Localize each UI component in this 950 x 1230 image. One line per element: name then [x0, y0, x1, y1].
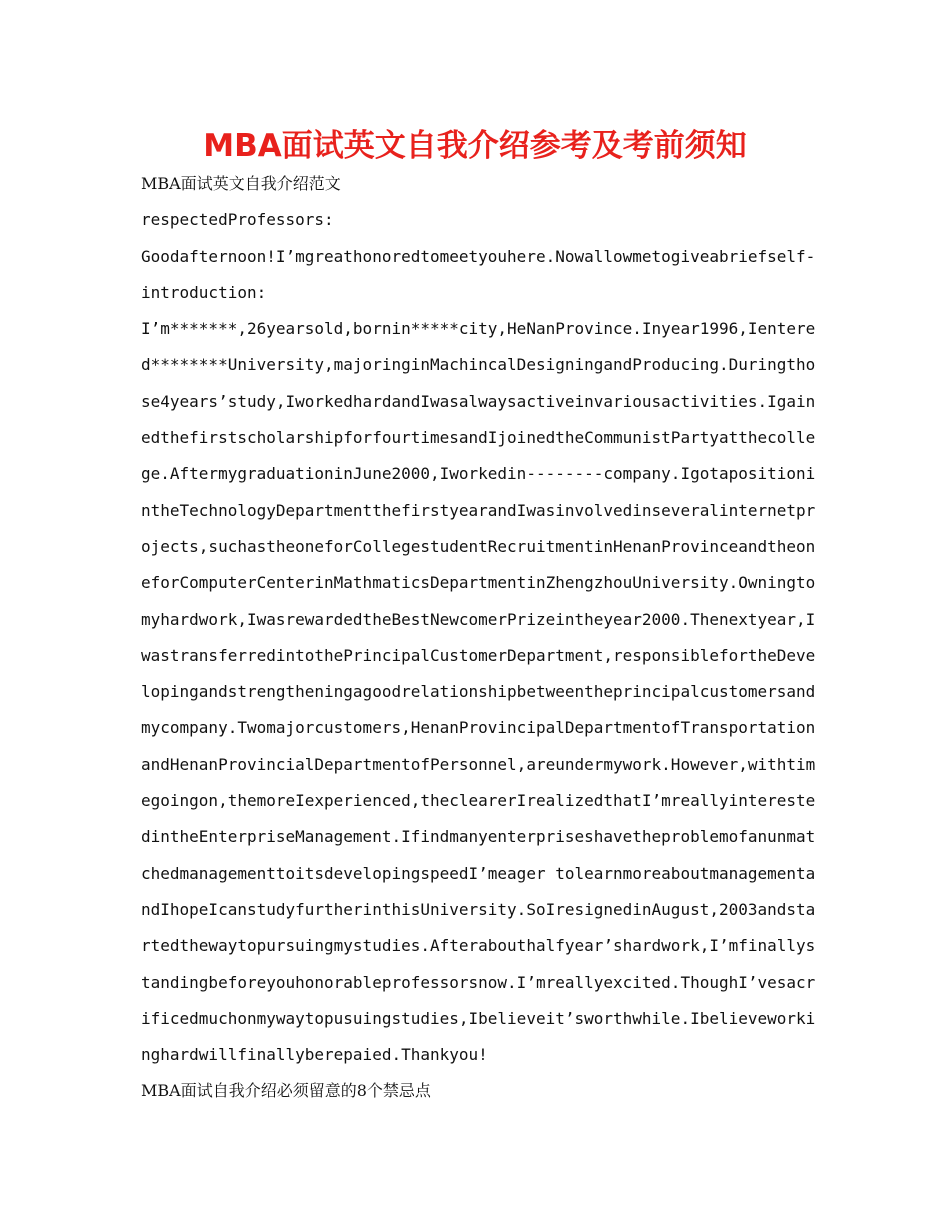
salutation-line: respectedProfessors: [141, 210, 334, 230]
document-body [141, 166, 816, 1110]
document-title: MBA面试英文自我介绍参考及考前须知 [203, 128, 747, 164]
section-heading-sample: MBA面试英文自我介绍范文 [141, 174, 341, 193]
section-heading-taboos: MBA面试自我介绍必须留意的8个禁忌点 [141, 1081, 431, 1101]
self-introduction-paragraph: I’m*******,26yearsold,bornin*****city,HeNanProvince.Inyear1996,Ientered********University,majoringinMachincalDesigningandProducing.Duringthose4years’study,IworkedhardandIwasalwaysactiveinvariousactivities.IgainedthefirstscholarshipforfourtimesandIjoinedtheCommunistPartyatthecollege.AftermygraduationinJune2000,Iworkedin--------company.IgotapositionintheTechnologyDepartmentthefirstyearandIwasinvolvedinseveralinternetprojects,suchastheoneforCollegestudentRecruitmentinHenanProvinceandtheoneforComputerCenterinMathmaticsDepartmentinZhengzhouUniversity.Owningtomyhardwork,IwasrewardedtheBestNewcomerPrizeintheyear2000.Thenextyear,IwastransferredintothePrincipalCustomerDepartment,responsiblefortheDevelopingandstrengtheningagoodrelationshipbetweentheprincipalcustomersandmycompany.Twomajorcustomers,HenanProvincipalDepartmentofTransportationandHenanProvincialDepartmentofPersonnel,areundermywork.However,withtimegoingon,themoreIexperienced,theclearerIrealizedthatI’mreallyinterestedintheEnterpriseManagement.IfindmanyenterpriseshavetheproblemofanunmatchedmanagementtoitsdevelopingspeedI’meager tolearnmoreaboutmanagementandIhopeIcanstudyfurtherinthisUniversity.SoIresignedinAugust,2003andstartedthewaytopursuingmystudies.Afterabouthalfyear’shardwork,I’mfinallystandingbeforeyouhonorableprofessorsnow.I’mreallyexcited.ThoughI’vesacrificedmuchonmywaytopusuingstudies,Ibelieveit’sworthwhile.Ibelieveworkinghardwillfinallyberepaied.Thankyou! [141, 319, 816, 1065]
greeting-paragraph: Goodafternoon!I’mgreathonoredtomeetyouhere.Nowallowmetogiveabriefself-introduction: [141, 246, 816, 302]
